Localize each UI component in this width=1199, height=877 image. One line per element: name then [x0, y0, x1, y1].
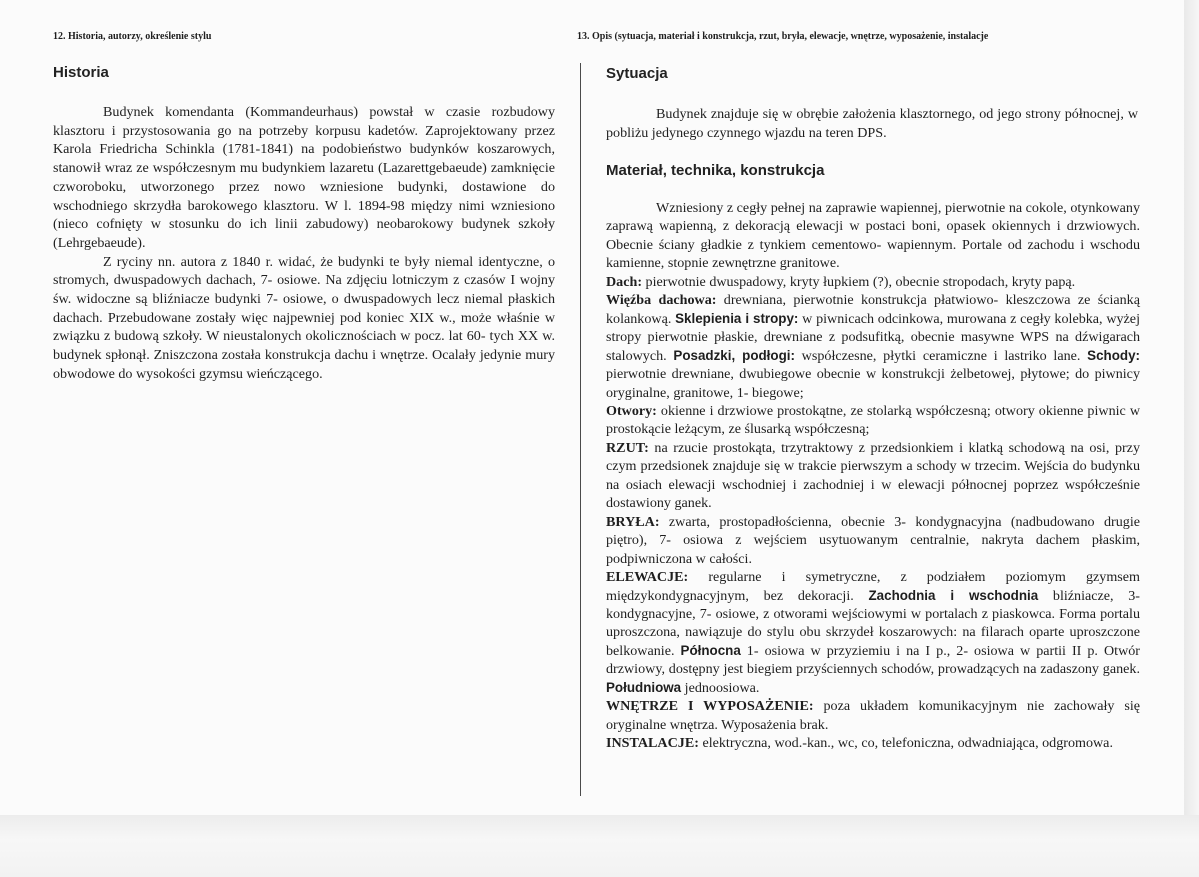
wiezba-label: Więźba dachowa: — [606, 292, 717, 309]
sklepienia-text: w piwnicach odcinkowa, murowana z cegły kolebka, wyżej stropy pierwotnie płaskie, drewniane z podsufitką, obecnie masywne WPS na dźwigarach stalowych. — [606, 310, 1140, 364]
historia-title: Historia — [53, 64, 109, 81]
schody-text: pierwotnie drewniane, dwubiegowe obecnie w konstrukcji żelbetowej, płytowe; do piwnicy oryginalne, granitowe, 1- biegowe; — [606, 366, 1140, 401]
otwory-label: Otwory: — [606, 402, 657, 419]
wiezba-text: drewniana, pierwotnie konstrukcja płatwiowo- kleszczowa ze ścianką kolankową. — [606, 292, 1140, 327]
instalacje-text: elektryczna, wod.-kan., wc, co, telefoniczna, odwadniająca, odgromowa. — [698, 735, 1113, 752]
poludniowa-text: jednoosiowa. — [681, 679, 760, 696]
elewacje-text: regularne i symetryczne, z podziałem poziomym gzymsem międzykondygnacyjnym, bez dekoracji. — [606, 569, 1140, 604]
column-divider — [580, 63, 581, 796]
dach-label: Dach: — [606, 273, 643, 290]
right-page-header: 13. Opis (sytuacja, materiał i konstrukcja, rzut, bryła, elewacje, wnętrze, wyposażenie, instalacje — [577, 31, 989, 42]
dach-text: pierwotnie dwuspadowy, kryty łupkiem (?), obecnie stropodach, kryty papą. — [642, 273, 1076, 290]
polnocna-label: Północna — [680, 642, 741, 658]
rzut-text: na rzucie prostokąta, trzytraktowy z przedsionkiem i klatką schodową na osi, przy czym przedsionek znajduje się w trakcie pierwszym a schody w trzecim. Wejścia do budynku na osiach elewacji wschodniej i zachodniej i w elewacji północnej poprzez współcześnie dostawiony ganek. — [606, 439, 1140, 512]
posadzki-text: współczesne, płytki ceramiczne i lastriko lane. — [794, 347, 1088, 364]
instalacje-entry — [606, 734, 1140, 752]
sklepienia-label: Sklepienia i stropy: — [675, 310, 799, 326]
bryla-entry — [606, 513, 1140, 568]
wnetrze-text: poza układem komunikacyjnym nie zachowały się oryginalne wnętrza. Wyposażenia brak. — [606, 698, 1140, 733]
sytuacja-body — [606, 105, 1138, 143]
historia-body — [53, 103, 555, 384]
material-intro: Wzniesiony z cegły pełnej na zaprawie wapiennej, pierwotnie na cokole, otynkowany zaprawą wapienną, z dekoracją elewacji w postaci boni, opasek okiennych i drzwiowych. Obecnie ściany gładkie z tynkiem cementowo- wapiennym. Portale od zachodu i wschodu kamienne, stopnie zewnętrzne granitowe. — [606, 200, 1140, 272]
otwory-text: okienne i drzwiowe prostokątne, ze stolarką współczesną; otwory okienne piwnic w prostokącie leżącym, ze ślusarką współczesną; — [606, 402, 1140, 438]
schody-label: Schody: — [1087, 347, 1140, 363]
elewacje-entry — [606, 568, 1140, 697]
wnetrze-entry — [606, 697, 1140, 734]
wnetrze-label: WNĘTRZE I WYPOSAŻENIE: — [606, 698, 814, 715]
rzut-label: RZUT: — [606, 439, 649, 456]
sytuacja-paragraph: Budynek znajduje się w obrębie założenia klasztornego, od jego strony północnej, w pobliżu jedynego czynnego wjazdu na teren DPS. — [606, 106, 1138, 141]
historia-paragraph: Budynek komendanta (Kommandeurhaus) powstał w czasie rozbudowy klasztoru i przystosowania go na potrzeby korpusu kadetów. Zaprojektowany przez Karola Friedricha Schinkla (1781-1841) na podobieństwo budynków koszarowych, stanowił wraz ze współczesnym mu budynkiem lazaretu (Lazarettgebaeude) zamknięcie czworoboku, utworzonego przez nowo wzniesione budynki, dostawione do wschodniego skrzydła barokowego klasztoru. W l. 1894-98 między nimi wzniesiono (nieco cofnięty w stosunku do ich linii zabudowy) neobarokowy budynek szkoły (Lehrgebaeude). — [53, 104, 555, 251]
poludniowa-label: Południowa — [606, 679, 682, 695]
historia-paragraph: Z ryciny nn. autora z 1840 r. widać, że budynki te były niemal identyczne, o stromych, dwuspadowych dachach, 7- osiowe. Na zdjęciu lotniczym z czasów I wojny św. widoczne są bliźniacze budynki 7- osiowe, o dwuspadowych lecz niemal płaskich dachach. Przebudowane zostały więc najpewniej pod koniec XIX w., może właśnie w związku z budową szkoły. W nieustalonych okolicznościach w pocz. lat 60- tych XX w. budynek spłonął. Zniszczona została konstrukcja dachu i wnętrze. Ocalały jedynie mury obwodowe do wysokości gzymsu wieńczącego. — [53, 253, 555, 382]
konstrukcja-entry — [606, 291, 1140, 402]
left-page-header: 12. Historia, autorzy, określenie stylu — [53, 31, 212, 42]
scan-edge-right — [1184, 0, 1199, 877]
instalacje-label: INSTALACJE: — [606, 735, 699, 752]
material-title: Materiał, technika, konstrukcja — [606, 162, 825, 179]
bryla-text: zwarta, prostopadłościenna, obecnie 3- kondygnacyjna (nadbudowano drugie piętro), 7- osiowa z wejściem usytuowanym centralnie, nakryta dachem płaskim, podpiwniczona w całości. — [606, 513, 1140, 567]
zachodnia-label: Zachodnia i wschodnia — [868, 587, 1039, 603]
dach-entry — [606, 273, 1140, 291]
posadzki-label: Posadzki, podłogi: — [673, 347, 795, 363]
material-body — [606, 199, 1140, 753]
zachodnia-text: bliźniacze, 3-kondygnacyjne, 7- osiowe, z otworami wejściowymi w portalach z piaskowca. Forma portalu uproszczona, nawiązuje do stylu obu skrzydeł koszarowych: na filarach oparte uproszczone belkowanie. — [606, 587, 1140, 659]
sytuacja-title: Sytuacja — [606, 65, 668, 82]
rzut-entry — [606, 439, 1140, 513]
scan-edge-bottom — [0, 815, 1199, 877]
elewacje-label: ELEWACJE: — [606, 569, 689, 586]
otwory-entry — [606, 402, 1140, 439]
bryla-label: BRYŁA: — [606, 513, 660, 530]
polnocna-text: 1- osiowa w przyziemiu i na I p., 2- osiowa w partii II p. Otwór drzwiowy, dostępny jest biegiem przyściennych schodów, prowadzących na zadaszony ganek. — [606, 642, 1140, 678]
